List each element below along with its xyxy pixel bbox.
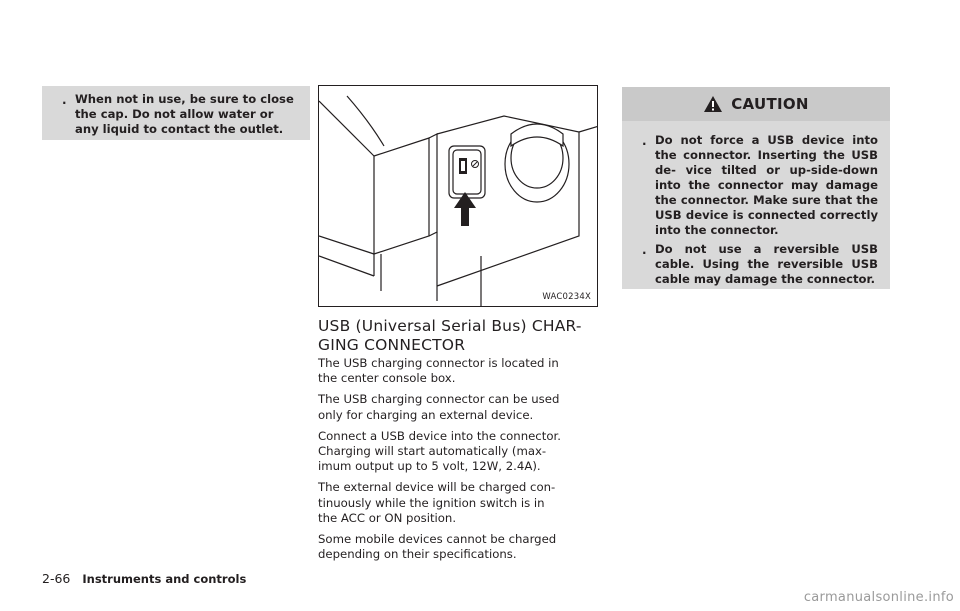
paragraph: The external device will be charged con- tinuously while the ignition switch is in the ACC or ON position.: [318, 480, 556, 525]
section-body: [318, 356, 600, 568]
paragraph: Connect a USB device into the connector. Charging will start automatically (max- imum output up to 5 volt, 12W, 2.4A).: [318, 428, 561, 474]
bullet: .: [62, 93, 67, 107]
caution-text: Do not use a reversible USB cable. Using the reversible USB cable may damage the connector.: [655, 242, 878, 286]
usb-connector-figure: [318, 85, 598, 307]
caution-header: [622, 87, 890, 121]
paragraph: Some mobile devices cannot be charged depending on their specifications.: [318, 532, 557, 562]
note-box: [42, 86, 310, 140]
caution-title: CAUTION: [731, 95, 809, 113]
console-illustration: [319, 86, 598, 307]
figure-code: WAC0234X: [542, 292, 591, 302]
warning-triangle-icon: [703, 95, 723, 113]
page-number: 2-66: [42, 571, 71, 586]
section-name: Instruments and controls: [82, 572, 247, 586]
note-text: When not in use, be sure to close the cap. Do not allow water or any liquid to contact the outlet.: [75, 92, 294, 136]
section-heading: USB (Universal Serial Bus) CHAR- GING CONNECTOR: [318, 317, 582, 354]
bullet: .: [642, 243, 647, 257]
usb-outlet-icon: [459, 158, 479, 174]
up-arrow-icon: [454, 192, 476, 226]
bullet: .: [642, 134, 647, 148]
paragraph: The USB charging connector is located in the center console box.: [318, 356, 559, 386]
page-footer: [42, 571, 246, 586]
watermark: carmanualsonline.info: [803, 590, 954, 605]
caution-text: Do not force a USB device into the connector. Inserting the USB de- vice tilted or up-side-down into the connector may damage the connector. Make sure that the USB device is connected correctly into the connector.: [655, 133, 878, 237]
paragraph: The USB charging connector can be used only for charging an external device.: [318, 392, 560, 422]
caution-box: [622, 87, 890, 289]
